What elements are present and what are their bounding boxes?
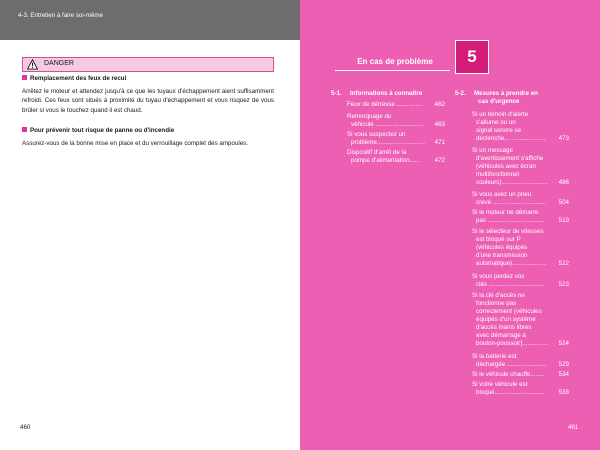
toc-page-number: 529 (558, 361, 569, 368)
page-number-left: 460 (20, 424, 31, 431)
toc-entry[interactable]: Si un message d'avertissement s'affiche (véhicules avec écran multifonctionnel couleurs)........................... 486 (472, 147, 569, 186)
section-header-bar (0, 0, 300, 40)
chapter-title-rule (335, 70, 450, 71)
toc-page-number: 538 (558, 389, 569, 396)
toc-page-number: 473 (558, 135, 569, 142)
toc-entry[interactable]: Feux de détresse ............... 462 (347, 101, 445, 108)
danger-box (22, 57, 274, 181)
section-number-5-2: 5-2. (455, 90, 466, 97)
toc-entry[interactable]: Remorquage du véhicule ............................ 463 (347, 113, 445, 128)
toc-entry[interactable]: Si vous suspectez un problème............................ 471 (347, 131, 445, 146)
toc-page-number: 524 (558, 340, 569, 347)
chapter-title: En cas de problème (357, 57, 433, 66)
warning-triangle-icon (27, 59, 38, 70)
pink-square-bullet-icon (22, 127, 27, 132)
toc-entry[interactable]: Si le véhicule chauffe........ 534 (472, 371, 569, 378)
toc-entry[interactable]: Si le moteur ne démarre pas ................................. 519 (472, 209, 569, 224)
toc-page-number: 472 (434, 157, 445, 164)
toc-entry[interactable]: Si le sélecteur de vitesses est bloqué sur P (véhicules équipés d'une transmission automatique).................... 522 (472, 228, 569, 267)
danger-body-reverse-lights: Arrêtez le moteur et attendez jusqu'à ce que les tuyaux d'échappement aient suffisamment refroidi. Ces feux sont situés à proximité du tuyau d'échappement et vous risquez de vous brûler si vous le touchez quand il est chaud. (22, 88, 274, 114)
toc-entry[interactable]: Si vous avez un pneu crevé ............................... 504 (472, 191, 569, 206)
section-title-5-2: Mesures à prendre en cas d'urgence (474, 90, 538, 105)
toc-page-number: 519 (558, 217, 569, 224)
toc-entry[interactable]: Si un témoin d'alerte s'allume ou un signal sonore se déclenche... .................... 473 (472, 111, 569, 142)
page-number-right: 461 (568, 424, 579, 431)
danger-label: DANGER (44, 60, 74, 67)
section-number-5-1: 5-1. (331, 90, 342, 97)
section-header-text: 4-3. Entretien à faire soi-même (18, 12, 103, 19)
toc-page-number: 486 (558, 179, 569, 186)
toc-page-number: 504 (558, 199, 569, 206)
toc-entry[interactable]: Si vous perdez vos clés ................................ 523 (472, 273, 569, 288)
danger-header (22, 57, 274, 72)
danger-body-fire-prevention: Assurez-vous de la bonne mise en place et du verrouillage complet des ampoules. (22, 140, 248, 147)
toc-page-number: 523 (558, 281, 569, 288)
toc-page-number: 463 (434, 121, 445, 128)
toc-entry[interactable]: Si votre véhicule est bloqué............................. 538 (472, 381, 569, 396)
danger-heading-fire-prevention: Pour prévenir tout risque de panne ou d'incendie (22, 127, 174, 134)
toc-entry[interactable]: Si la clé d'accès ne fonctionne pas correctement (véhicules équipés d'un système d'accès mains libres avec démarrage à bouton-poussoir)............... 524 (472, 292, 569, 347)
toc-page-number: 522 (558, 260, 569, 267)
toc-entry[interactable]: Si la batterie est déchargée ....................... 529 (472, 353, 569, 368)
section-title-5-1: Informations à connaître (350, 90, 423, 97)
chapter-number-box: 5 (455, 40, 489, 74)
danger-heading-reverse-lights: Remplacement des feux de recul (22, 75, 126, 82)
toc-page-number: 534 (558, 371, 569, 378)
right-page (300, 0, 600, 450)
toc-page-number: 462 (434, 101, 445, 108)
toc-entry[interactable]: Dispositif d'arrêt de la pompe d'alimentation...... 472 (347, 149, 445, 164)
pink-square-bullet-icon (22, 75, 27, 80)
toc-page-number: 471 (434, 139, 445, 146)
